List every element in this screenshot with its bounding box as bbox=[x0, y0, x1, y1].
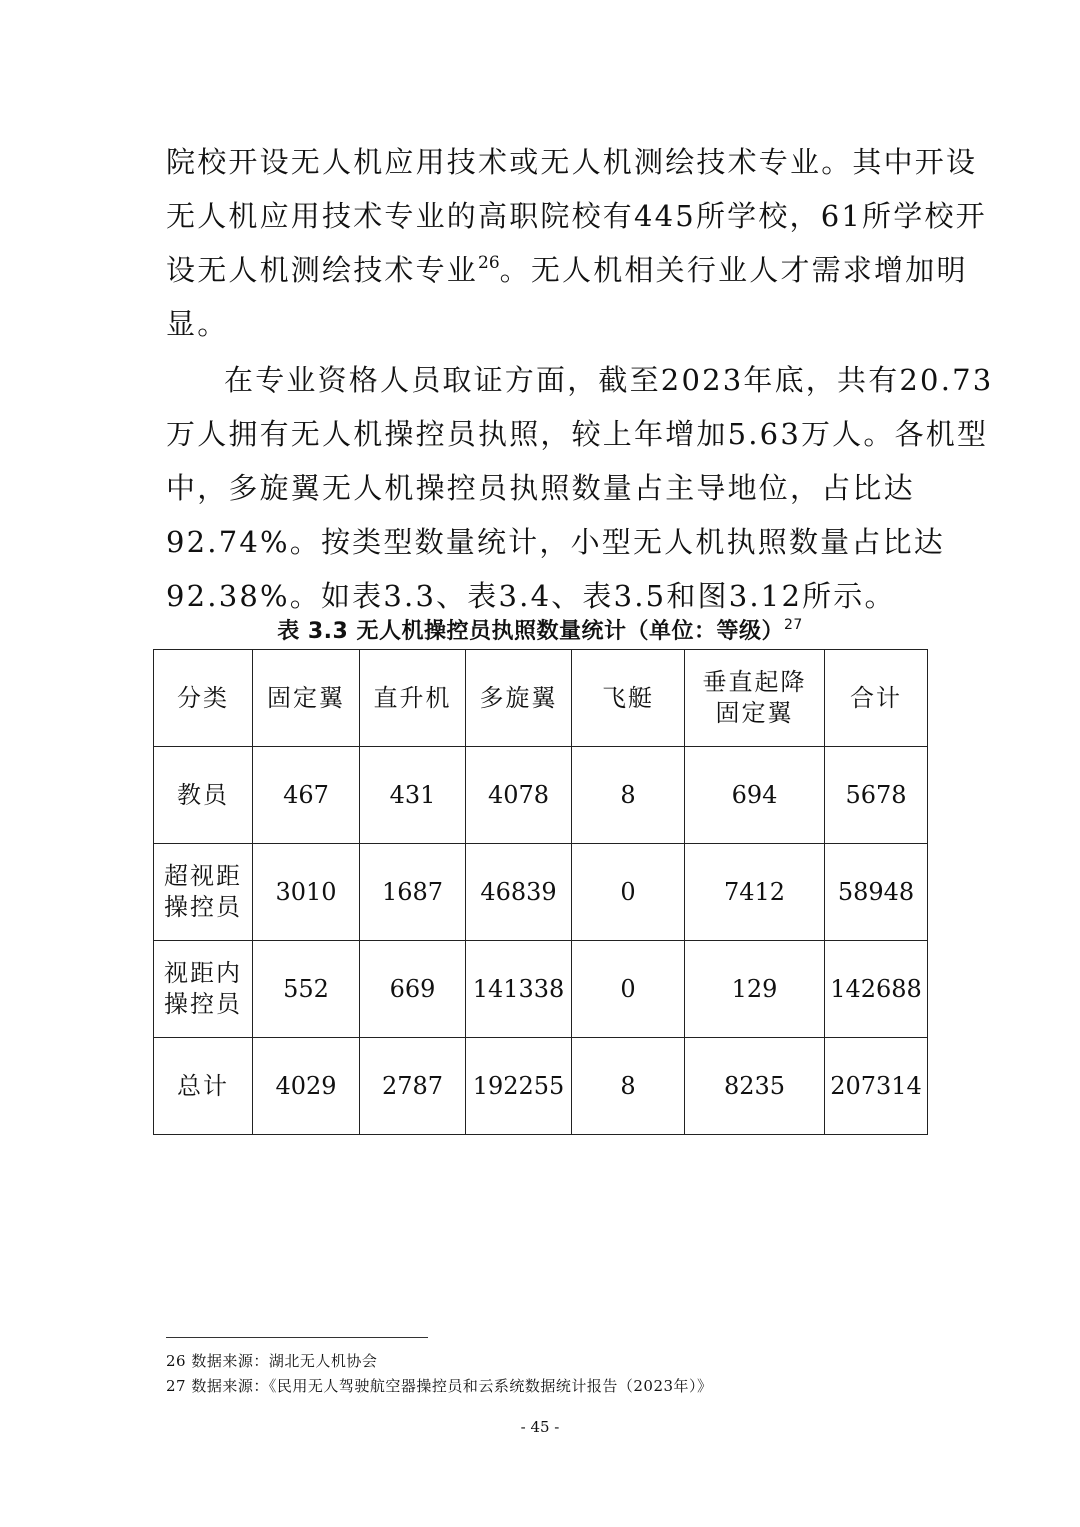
table-cell: 467 bbox=[253, 747, 360, 844]
table-cell: 4029 bbox=[253, 1038, 360, 1135]
table-cell: 129 bbox=[685, 941, 825, 1038]
paragraph-2-line-5: 92.38%。如表3.3、表3.4、表3.5和图3.12所示。 bbox=[166, 579, 896, 613]
table-cell: 0 bbox=[572, 844, 685, 941]
table-row bbox=[154, 747, 928, 844]
table-cell: 669 bbox=[360, 941, 466, 1038]
header-fixed-wing: 固定翼 bbox=[253, 650, 360, 747]
table-cell: 2787 bbox=[360, 1038, 466, 1135]
table-row bbox=[154, 1038, 928, 1135]
paragraph-2-line-4: 92.74%。按类型数量统计，小型无人机执照数量占比达 bbox=[166, 525, 945, 559]
table-cell: 1687 bbox=[360, 844, 466, 941]
paragraph-1-line-2: 无人机应用技术专业的高职院校有445所学校，61所学校开 bbox=[166, 199, 987, 233]
table-cell: 8 bbox=[572, 1038, 685, 1135]
paragraph-1-line-4: 显。 bbox=[166, 307, 229, 341]
paragraph-2 bbox=[166, 353, 994, 623]
paragraph-2-line-3: 中，多旋翼无人机操控员执照数量占主导地位，占比达 bbox=[166, 471, 915, 505]
header-helicopter: 直升机 bbox=[360, 650, 466, 747]
row-label: 超视距操控员 bbox=[154, 844, 253, 941]
row-label: 视距内操控员 bbox=[154, 941, 253, 1038]
header-airship: 飞艇 bbox=[572, 650, 685, 747]
table-cell: 141338 bbox=[466, 941, 572, 1038]
footnote-26: 26 数据来源：湖北无人机协会 bbox=[166, 1352, 378, 1370]
header-total: 合计 bbox=[825, 650, 928, 747]
table-cell: 552 bbox=[253, 941, 360, 1038]
table-row bbox=[154, 941, 928, 1038]
table-cell: 3010 bbox=[253, 844, 360, 941]
license-stats-table bbox=[153, 649, 928, 1135]
paragraph-2-line-1: 在专业资格人员取证方面，截至2023年底，共有20.73 bbox=[224, 363, 994, 397]
footnote-27: 27 数据来源：《民用无人驾驶航空器操控员和云系统数据统计报告（2023年）》 bbox=[166, 1377, 713, 1395]
table-cell: 58948 bbox=[825, 844, 928, 941]
table-caption-text: 表 3.3 无人机操控员执照数量统计（单位：等级） bbox=[277, 619, 784, 644]
paragraph-1-line-3 bbox=[166, 243, 968, 297]
footnote-ref-26[interactable]: 26 bbox=[478, 253, 500, 273]
table-cell: 142688 bbox=[825, 941, 928, 1038]
row-label: 教员 bbox=[154, 747, 253, 844]
header-vtol-fixed-wing: 垂直起降固定翼 bbox=[685, 650, 825, 747]
paragraph-1-line-3-tail: 。无人机相关行业人才需求增加明 bbox=[499, 253, 968, 287]
header-multirotor: 多旋翼 bbox=[466, 650, 572, 747]
table-cell: 192255 bbox=[466, 1038, 572, 1135]
paragraph-1-line-3-head: 设无人机测绘技术专业 bbox=[166, 253, 479, 287]
table-cell: 207314 bbox=[825, 1038, 928, 1135]
table-cell: 8 bbox=[572, 747, 685, 844]
table-cell: 0 bbox=[572, 941, 685, 1038]
table-caption bbox=[0, 614, 1080, 645]
table-row bbox=[154, 844, 928, 941]
page-number: - 45 - bbox=[520, 1418, 560, 1436]
footnote-ref-27[interactable]: 27 bbox=[783, 617, 803, 633]
table-cell: 4078 bbox=[466, 747, 572, 844]
row-label: 总计 bbox=[154, 1038, 253, 1135]
paragraph-2-line-2: 万人拥有无人机操控员执照，较上年增加5.63万人。各机型 bbox=[166, 417, 989, 451]
paragraph-1-line-1: 院校开设无人机应用技术或无人机测绘技术专业。其中开设 bbox=[166, 145, 978, 179]
table-cell: 8235 bbox=[685, 1038, 825, 1135]
table-cell: 431 bbox=[360, 747, 466, 844]
table-cell: 46839 bbox=[466, 844, 572, 941]
paragraph-1 bbox=[166, 135, 987, 351]
table-cell: 7412 bbox=[685, 844, 825, 941]
table-cell: 694 bbox=[685, 747, 825, 844]
footnote-divider bbox=[166, 1337, 428, 1338]
header-category: 分类 bbox=[154, 650, 253, 747]
table-header-row bbox=[154, 650, 928, 747]
table-cell: 5678 bbox=[825, 747, 928, 844]
